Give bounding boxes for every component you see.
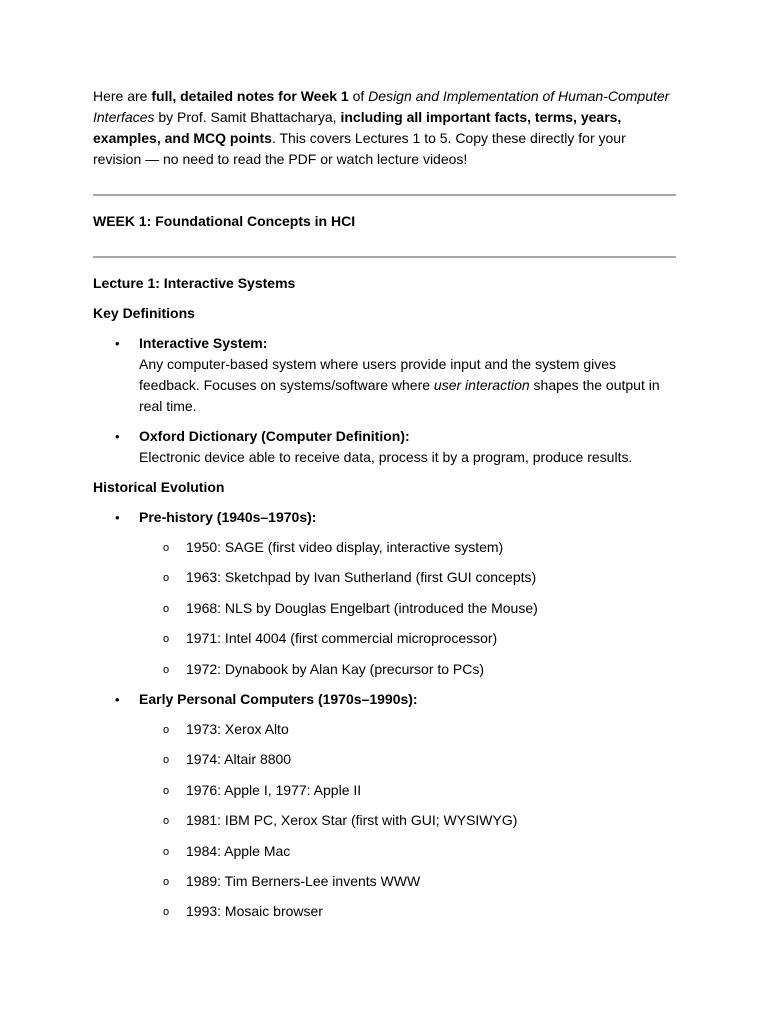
definition-item <box>93 426 676 468</box>
history-item: o 1963: Sketchpad by Ivan Sutherland (first GUI concepts) <box>139 567 676 588</box>
intro-course-title: Design and Implementation of Human-Computer Interfaces <box>93 88 670 125</box>
bullet-circle: o <box>163 845 170 858</box>
section-title-historical-evolution: Historical Evolution <box>93 479 225 495</box>
section-title-key-definitions: Key Definitions <box>93 305 195 321</box>
definition-description: Any computer-based system where users provide input and the system gives feedback. Focuses on systems/software where user interaction shapes the output in real time. <box>139 356 660 414</box>
history-groups-list <box>93 507 676 922</box>
intro-bold-week: full, detailed notes for Week 1 <box>151 88 349 104</box>
definition-description: Electronic device able to receive data, process it by a program, produce results. <box>139 449 633 465</box>
intro-bold-scope: including all important facts, terms, years, examples, and MCQ points <box>93 109 622 146</box>
bullet-circle: o <box>163 784 170 797</box>
intro-paragraph <box>93 86 676 170</box>
intro-text: of <box>348 88 369 104</box>
bullet-circle: o <box>163 602 170 615</box>
history-item: o 1968: NLS by Douglas Engelbart (introduced the Mouse) <box>139 598 676 619</box>
history-item: o 1984: Apple Mac <box>139 841 676 862</box>
bullet-circle: o <box>163 875 170 888</box>
history-items-list <box>139 537 676 680</box>
intro-text: . This covers Lectures 1 to 5. Copy these directly for your revision — no need to read the PDF or watch lecture videos! <box>93 130 626 167</box>
history-group <box>93 507 676 680</box>
bullet-dot: • <box>115 510 120 525</box>
bullet-circle: o <box>163 723 170 736</box>
horizontal-rule <box>93 194 676 196</box>
bullet-circle: o <box>163 633 170 646</box>
history-group <box>93 689 676 922</box>
history-item: o 1973: Xerox Alto <box>139 719 676 740</box>
history-item: o 1950: SAGE (first video display, interactive system) <box>139 537 676 558</box>
bullet-circle: o <box>163 754 170 767</box>
bullet-circle: o <box>163 542 170 554</box>
week-title: WEEK 1: Foundational Concepts in HCI <box>93 213 356 229</box>
intro-text: Here are <box>93 88 152 104</box>
document-page <box>93 86 676 932</box>
bullet-circle: o <box>163 906 170 919</box>
bullet-dot: • <box>115 336 120 351</box>
horizontal-rule <box>93 256 676 258</box>
history-group-label: Pre-history (1940s–1970s): <box>139 509 317 525</box>
history-item: o 1971: Intel 4004 (first commercial microprocessor) <box>139 628 676 649</box>
definition-item <box>93 333 676 417</box>
bullet-dot: • <box>115 429 120 444</box>
history-group-label: Early Personal Computers (1970s–1990s): <box>139 690 418 707</box>
bullet-dot: • <box>115 691 120 707</box>
definition-term: Oxford Dictionary (Computer Definition): <box>139 428 410 444</box>
history-item: o 1989: Tim Berners-Lee invents WWW <box>139 871 676 892</box>
bullet-circle: o <box>163 663 170 676</box>
history-item: o 1974: Altair 8800 <box>139 749 676 770</box>
lecture-title: Lecture 1: Interactive Systems <box>93 275 296 291</box>
bullet-circle: o <box>163 572 170 585</box>
bullet-circle: o <box>163 815 170 828</box>
history-item: o 1976: Apple I, 1977: Apple II <box>139 780 676 801</box>
intro-text: by Prof. Samit Bhattacharya, <box>154 109 341 125</box>
history-items-list <box>139 719 676 922</box>
definition-term: Interactive System: <box>139 335 268 351</box>
history-item: o 1972: Dynabook by Alan Kay (precursor to PCs) <box>139 659 676 680</box>
history-item: o 1993: Mosaic browser <box>139 901 676 922</box>
history-item: o 1981: IBM PC, Xerox Star (first with GUI; WYSIWYG) <box>139 810 676 831</box>
definitions-list <box>93 333 676 468</box>
